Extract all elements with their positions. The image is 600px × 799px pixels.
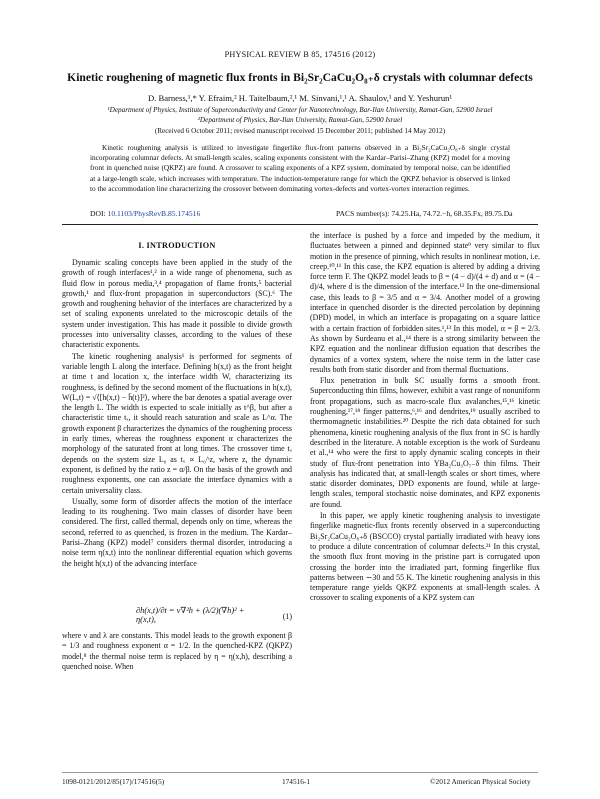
abstract-divider bbox=[62, 224, 538, 225]
footer-article-code: 1098-0121/2012/85(17)/174516(5) bbox=[62, 777, 165, 786]
paragraph: where ν and λ are constants. This model leads to the growth exponent β = 1/3 and roughness exponent α = 1/2. In the quenched-KPZ (QKPZ) model,⁸ the thermal noise term is replaced by η = η(x,h), describing a quenched noise. When bbox=[62, 631, 292, 671]
doi-link[interactable]: 10.1103/PhysRevB.85.174516 bbox=[107, 209, 201, 218]
footer-copyright: ©2012 American Physical Society bbox=[430, 777, 531, 786]
author-list: D. Barness,¹,* Y. Efraim,² H. Taitelbaum,²,¹ M. Sinvani,¹,¹ A. Shaulov,¹ and Y. Yeshurun¹ bbox=[147, 93, 453, 103]
abstract: Kinetic roughening analysis is utilized to investigate fingerlike flux-front patterns observed in a Bi₂Sr₂CaCu₂O₈₊δ single crystal incorporating columnar defects. At small-length scales, scaling exponents consistent with the Kardar–Parisi–Zhang (KPZ) model for a moving front in quenched noise (QKPZ) are found. A crossover to scaling exponents of a KPZ system, dominated by temporal noise, can be identified at a large-length scale, which increases with temperature. The induction-temperature range for which the QKPZ behavior is observed is linked to the accommodation line characterizing the crossover between dominating vortex-defects and vortex-vortex interaction regimes. bbox=[90, 143, 510, 193]
affiliation-1: ¹Department of Physics, Institute of Superconductivity and Center for Nanotechnology, Bar-Ilan University, Ramat-Gan, 52900 Israel bbox=[107, 106, 493, 114]
paragraph: Dynamic scaling concepts have been applied in the study of the growth of rough interfaces¹,² in a wide range of phenomena, such as fluid flow in porous media,³,⁴ propagation of flame fronts,⁵ bacterial growth,¹ and flux-front propagation in superconductors (SC).⁶ The growth and roughening behavior of the interfaces are characterized by a set of scaling exponents unrelated to the microscopic details of the system under investigation. This has made it possible to divide growth processes into universality classes, according to the values of these characteristic exponents. bbox=[62, 258, 292, 350]
paragraph: Flux penetration in bulk SC usually forms a smooth front. Superconducting thin films, however, exhibit a vast range of nonuniform front propagations, such as macro-scale flux avalanches,¹⁵,¹⁶ kinetic roughening,¹⁷,¹⁸ finger patterns,⁶,¹⁶ and dendrites,¹⁹ usually ascribed to thermomagnetic instabilities.²⁰ Despite the rich data obtained for such phenomena, kinetic roughening analysis of the flux front in SC is hardly described in the literature. A notable exception is the work of Surdeanu et al.,¹⁴ who were the first to apply dynamic scaling concepts in their study of flux-front penetration into YBa₂Cu₃O₇₋δ thin films. Their analysis has indicated that, at small-length scales or short times, where static disorder dominates, DPD exponents are found, while at large-length scales, temporal stochastic noise dominates, and KPZ exponents are found. bbox=[310, 376, 540, 509]
doi-label: DOI: bbox=[90, 209, 106, 218]
pacs-numbers: PACS number(s): 74.25.Ha, 74.72.−h, 68.35.Fx, 89.75.Da bbox=[336, 209, 513, 218]
received-dates: (Received 6 October 2011; revised manuscript received 15 December 2011; published 14 May 2012) bbox=[154, 127, 446, 135]
paragraph: In this paper, we apply kinetic roughening analysis to investigate fingerlike magnetic-flux fronts recently observed in a superconducting Bi₂Sr₂CaCu₂O₈₊δ (BSCCO) crystal partially irradiated with heavy ions to produce a dilute concentration of columnar defects.²¹ In this crystal, the smooth flux front moving in the pristine part is corrugated upon crossing the border into the irradiated part, forming fingerlike flux patterns between ∼30 and 55 K. The kinetic roughening analysis in this temperature range yields QKPZ exponents at small-length scales. A crossover to scaling exponents of a KPZ system can bbox=[310, 511, 540, 603]
paragraph: Usually, some form of disorder affects the motion of the interface leading to its roughening. Two main classes of disorder have been considered. The first, called thermal, depends only on time, whereas the second, referred to as quenched, is frozen in the medium. The Kardar–Parisi–Zhang (KPZ) model⁷ considers thermal disorder, introducing a noise term η(x,t) into the nonlinear differential equation which governs the height h(x,t) of the advancing interface bbox=[62, 496, 292, 568]
equation-1 bbox=[62, 605, 292, 631]
right-column bbox=[310, 231, 540, 605]
footer-page-number: 174516-1 bbox=[282, 777, 310, 786]
journal-header: PHYSICAL REVIEW B 85, 174516 (2012) bbox=[224, 50, 376, 59]
left-column bbox=[62, 258, 292, 570]
affiliation-2: ²Department of Physics, Bar-Ilan University, Ramat-Gan, 52900 Israel bbox=[197, 116, 403, 124]
paragraph: the interface is pushed by a force and impeded by the medium, it fluctuates between a pinned and depinned state⁹ very similar to flux motion in the presence of pinning, which results in nonlinear motion, i.e. creep.¹⁰,¹¹ In this case, the KPZ equation is altered by adding a driving force term F. The QKPZ model leads to β = (4 − d)/(4 + d) and α = (4 − d)/4, where d is the dimension of the interface.¹² In the one-dimensional case, this leads to β = 3/5 and α = 3/4. Another model of a growing interface in quenched disorder is the directed percolation by depinning (DPD) model, in which an interface is propagating on a square lattice with a certain fraction of forbidden sites.¹,¹³ In this model, α = β = 2/3. As shown by Surdeanu et al.,¹⁴ there is a strong similarity between the KPZ equation and the nonlinear diffusion equation that describes the dynamics of a vortex system, where the noise term in the latter case results both from static disorder and from thermal fluctuations. bbox=[310, 231, 540, 374]
section-heading: I. INTRODUCTION bbox=[138, 241, 216, 250]
doi-line bbox=[90, 209, 200, 218]
paragraph: The kinetic roughening analysis¹ is performed for segments of variable length L along the interface. Defining h(x,t) as the front height at time t and location x, the interface width W, characterizing its roughness, is defined by the second moment of the fluctuations in h(x,t), W(L,t) = √⟨[h(x,t) − h̄(t)]²⟩, where the bar denotes a spatial average over the length L. The width is expected to scale initially as t^β, but after a characteristic time tₓ, it should reach saturation and scale as L^α. The growth exponent β characterizes the dynamics of the roughening process in early times, whereas the roughness exponent α characterizes the morphology of the saturated front at long times. The crossover time tₓ depends on the system size L₀ as tₓ ∝ L₀^z, where z, the dynamic exponent, is defined by the ratio z = α/β. On the basis of the growth and roughness exponents, one can associate the interface dynamics with a certain universality class. bbox=[62, 351, 292, 495]
equation-body: ∂h(x,t)/∂t = ν∇²h + (λ/2)(∇h)² + η(x,t), bbox=[136, 606, 245, 624]
footer-divider bbox=[62, 772, 538, 773]
left-column-continued bbox=[62, 631, 292, 673]
paper-title: Kinetic roughening of magnetic flux fronts in Bi₂Sr₂CaCu₂O₈₊δ crystals with columnar defects bbox=[67, 71, 533, 84]
equation-number: (1) bbox=[282, 612, 292, 621]
